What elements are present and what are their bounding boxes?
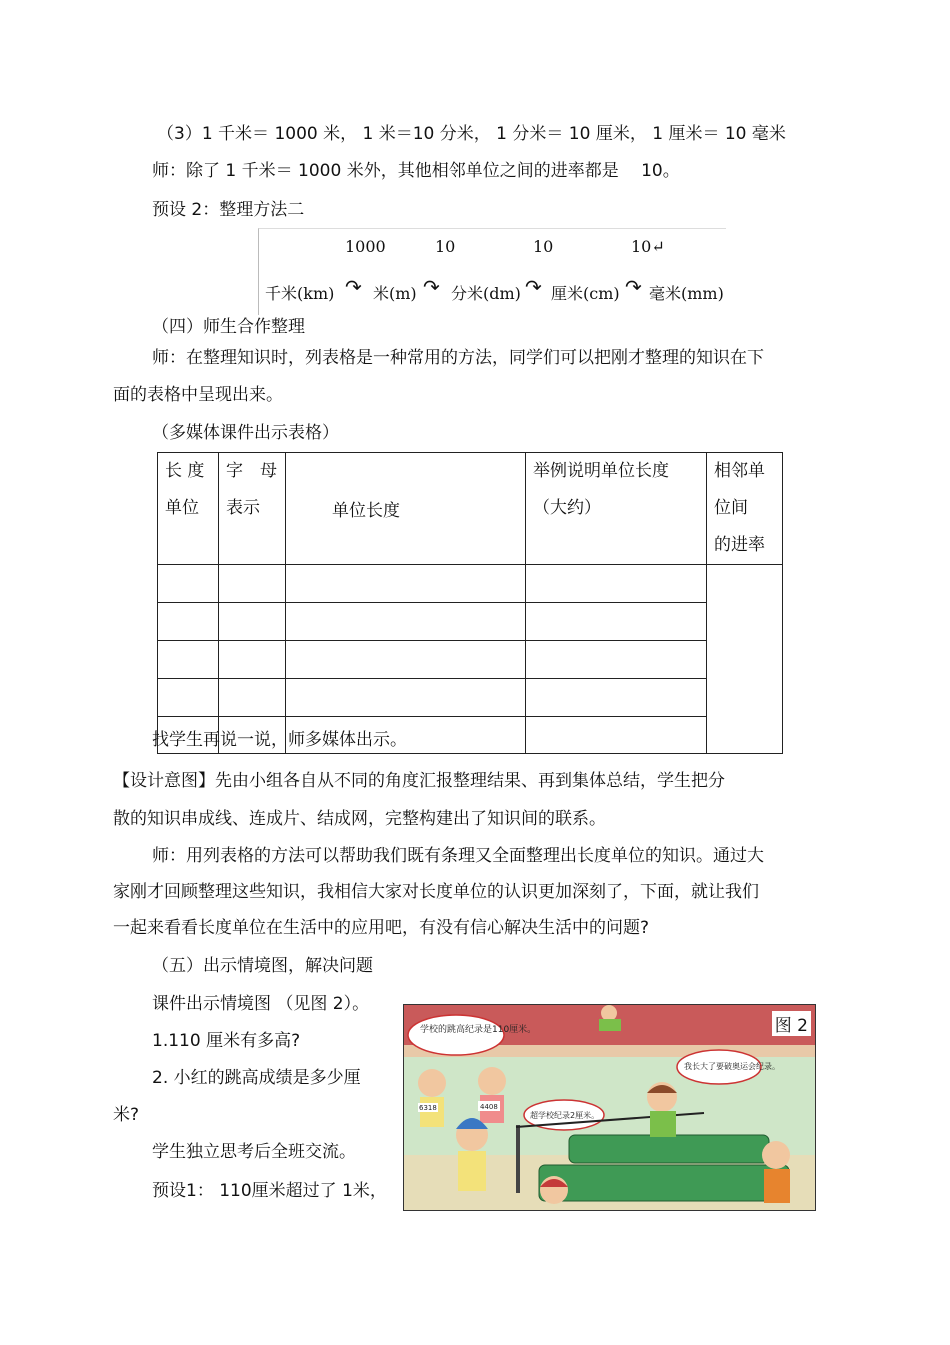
length-units-table [157, 452, 783, 754]
text-line-17: 2. 小红的跳高成绩是多少厘 [152, 1068, 361, 1088]
text-line-20: 预设1： 110厘米超过了 1米， [152, 1181, 387, 1201]
bib-number-2: 6318 [419, 1104, 437, 1112]
text-line-9: 【设计意图】先由小组各自从不同的角度汇报整理结果、再到集体总结，学生把分 [113, 771, 725, 791]
rate-dm-cm: 10 [533, 237, 554, 256]
figure-label: 图 2 [772, 1011, 811, 1036]
text-line-5: 师：在整理知识时，列表格是一种常用的方法，同学们可以把刚才整理的知识在下 [152, 348, 764, 368]
unit-cm: 厘米(cm) [551, 284, 620, 303]
bubble-beat-record-text: 超学校纪录2厘米。 [530, 1111, 600, 1120]
rate-km-m: 1000 [345, 237, 386, 256]
text-line-15: 课件出示情境图 （见图 2）。 [152, 994, 370, 1014]
unit-conversion-diagram [258, 228, 726, 315]
table-row [158, 565, 783, 603]
table-row [158, 603, 783, 641]
curved-arrow-icon: ↷ [345, 275, 362, 299]
high-jump-illustration [403, 1004, 816, 1211]
header-rate: 相邻单位间 的进率 [707, 453, 783, 565]
merged-rate-cell [707, 565, 783, 754]
rate-cm-mm: 10↵ [631, 237, 665, 256]
curved-arrow-icon: ↷ [525, 275, 542, 299]
header-example: 举例说明单位长度 （大约） [526, 453, 707, 565]
scene-drawing [404, 1005, 815, 1210]
curved-arrow-icon: ↷ [625, 275, 642, 299]
curved-arrow-icon: ↷ [423, 275, 440, 299]
unit-km: 千米(km) [265, 284, 335, 303]
bib-number-1: 4408 [480, 1103, 498, 1111]
text-line-2: 师：除了 1 千米＝ 1000 米外，其他相邻单位之间的进率都是 10。 [152, 161, 680, 181]
text-line-19: 学生独立思考后全班交流。 [152, 1142, 356, 1162]
header-unit: 长 度 单位 [158, 453, 219, 565]
text-line-4: （四）师生合作整理 [152, 317, 305, 337]
text-line-7: （多媒体课件出示表格） [152, 423, 339, 443]
unit-mm: 毫米(mm) [649, 284, 724, 303]
header-length: 单位长度 [286, 453, 526, 565]
table-row [158, 641, 783, 679]
bubble-record-text: 学校的跳高纪录是110厘米。 [420, 1025, 537, 1035]
text-line-6: 面的表格中呈现出来。 [113, 385, 283, 405]
text-line-16: 1.110 厘米有多高? [152, 1031, 301, 1051]
header-letter: 字 母 表示 [219, 453, 286, 565]
text-line-11: 师：用列表格的方法可以帮助我们既有条理又全面整理出长度单位的知识。通过大 [152, 846, 764, 866]
text-line-3: 预设 2：整理方法二 [152, 200, 305, 220]
text-line-14: （五）出示情境图，解决问题 [152, 956, 373, 976]
bubble-olympic-text: 我长大了要破奥运会纪录。 [684, 1062, 780, 1071]
unit-dm: 分米(dm) [451, 284, 521, 303]
table-row [158, 679, 783, 717]
text-line-12: 家刚才回顾整理这些知识，我相信大家对长度单位的认识更加深刻了，下面，就让我们 [113, 882, 759, 902]
text-line-18: 米? [113, 1105, 140, 1125]
text-line-8: 找学生再说一说，师多媒体出示。 [152, 730, 407, 750]
unit-m: 米(m) [373, 284, 417, 303]
rate-m-dm: 10 [435, 237, 456, 256]
text-line-10: 散的知识串成线、连成片、结成网，完整构建出了知识间的联系。 [113, 809, 606, 829]
text-line-1: （3）1 千米＝ 1000 米， 1 米＝10 分米， 1 分米＝ 10 厘米， 1 厘米＝ 10 毫米 [157, 124, 786, 144]
text-line-13: 一起来看看长度单位在生活中的应用吧，有没有信心解决生活中的问题? [113, 918, 650, 938]
